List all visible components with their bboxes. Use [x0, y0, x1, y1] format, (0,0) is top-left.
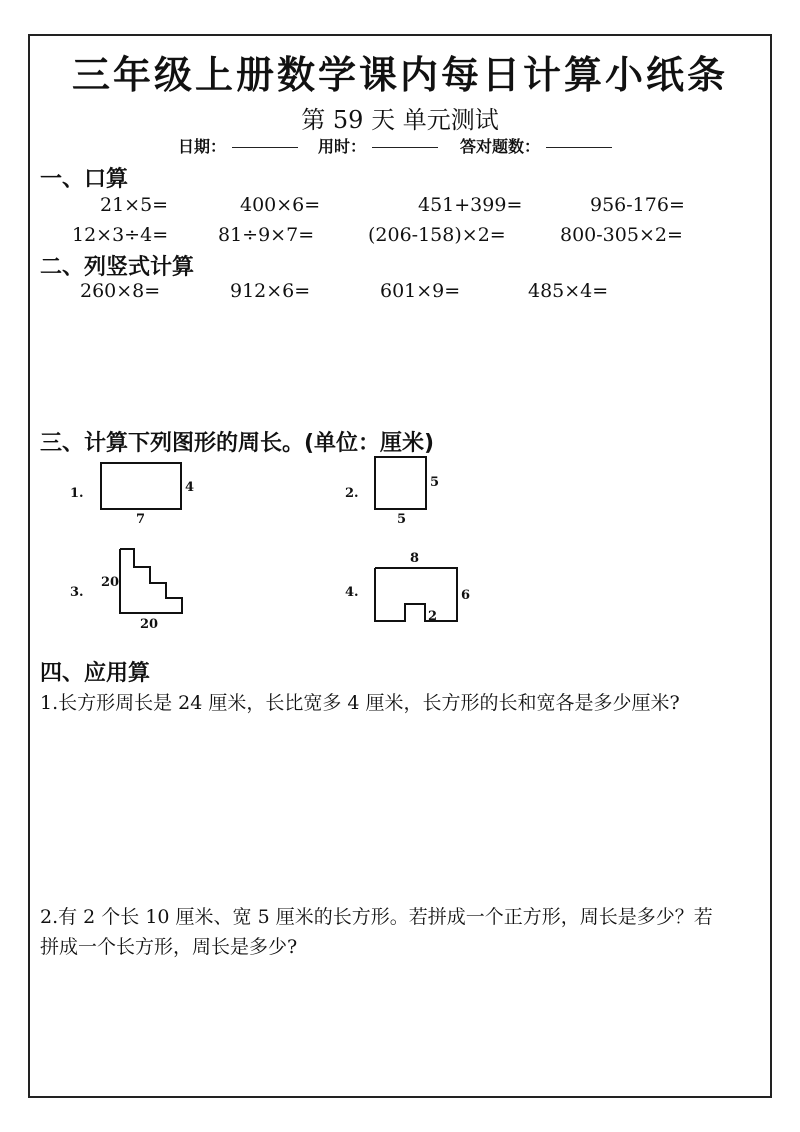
- figure-3-staircase: [120, 549, 182, 613]
- section2-heading: 二、列竖式计算: [40, 255, 195, 280]
- figure-1-label-width: 7: [136, 512, 146, 527]
- figure-3-label-width: 20: [140, 617, 159, 632]
- figure-2-square: [375, 457, 426, 509]
- mental-expr: 81÷9×7=: [218, 224, 315, 246]
- figure-4-index: 4.: [345, 585, 359, 600]
- mental-expr: (206-158)×2=: [368, 224, 506, 246]
- correct-count-label: 答对题数：: [460, 137, 541, 156]
- date-label: 日期：: [178, 137, 227, 156]
- mental-expr: 800-305×2=: [560, 224, 683, 246]
- word-problem-1: 1.长方形周长是 24 厘米，长比宽多 4 厘米，长方形的长和宽各是多少厘米?: [40, 692, 680, 714]
- figure-2-index: 2.: [345, 486, 359, 501]
- mental-expr: 21×5=: [100, 194, 169, 216]
- figure-4-notched-rectangle: [375, 568, 457, 621]
- figure-1-label-height: 4: [185, 480, 195, 495]
- figure-1-index: 1.: [70, 486, 84, 501]
- section3-heading: 三、计算下列图形的周长。(单位：厘米): [40, 431, 435, 456]
- figure-4-label-side: 6: [461, 588, 471, 603]
- mental-expr: 451+399=: [418, 194, 523, 216]
- figure-3-label-height: 20: [101, 575, 120, 590]
- mental-expr: 956-176=: [590, 194, 685, 216]
- figure-3-index: 3.: [70, 585, 84, 600]
- figure-1-rectangle: [101, 463, 181, 509]
- figure-4-label-notch: 2: [428, 609, 438, 624]
- page-subtitle: 第 59 天 单元测试: [301, 106, 499, 134]
- vertical-calc-expr: 912×6=: [230, 280, 311, 302]
- vertical-calc-expr: 260×8=: [80, 280, 161, 302]
- section1-heading: 一、口算: [40, 167, 129, 192]
- vertical-calc-expr: 485×4=: [528, 280, 609, 302]
- word-problem-2-line2: 拼成一个长方形，周长是多少?: [40, 936, 298, 958]
- word-problem-2-line1: 2.有 2 个长 10 厘米、宽 5 厘米的长方形。若拼成一个正方形，周长是多少？若: [40, 906, 713, 928]
- figure-4-label-top: 8: [410, 551, 420, 566]
- mental-expr: 12×3÷4=: [72, 224, 169, 246]
- figure-2-label-side: 5: [430, 475, 440, 490]
- figure-2-label-bottom: 5: [397, 512, 407, 527]
- section4-heading: 四、应用算: [40, 661, 151, 686]
- page-title: 三年级上册数学课内每日计算小纸条: [71, 53, 728, 97]
- mental-expr: 400×6=: [240, 194, 321, 216]
- vertical-calc-expr: 601×9=: [380, 280, 461, 302]
- time-label: 用时：: [318, 137, 367, 156]
